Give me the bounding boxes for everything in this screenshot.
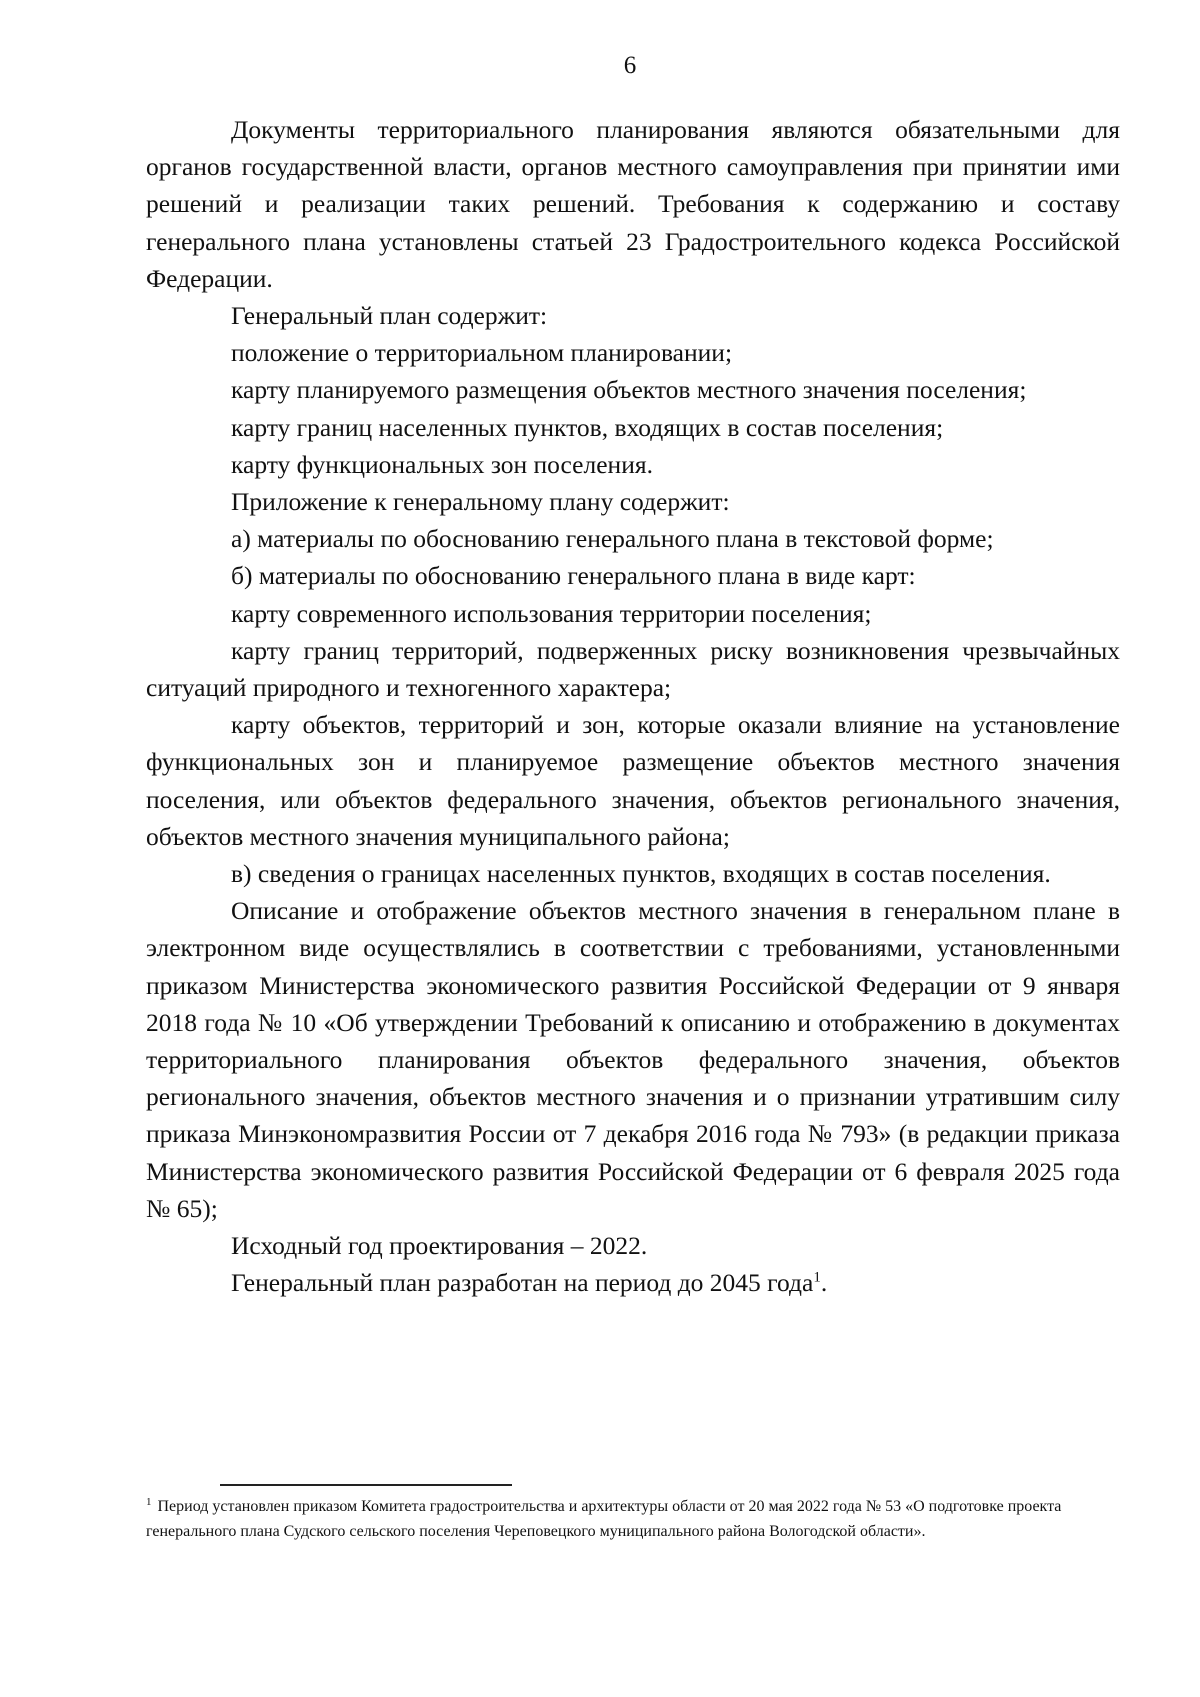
page-number: 6 bbox=[623, 52, 637, 79]
paragraph-base-year: Исходный год проектирования – 2022. bbox=[231, 1231, 648, 1261]
paragraph-electronic-description: Описание и отображение объектов местного значения в генеральном плане в электронном виде осуществлялись в соответствии с требованиями, установленными приказом Министерства экономического развития Российской Федерации от 9 января 2018 года № 10 «Об утверждении Требований к описанию и отображению в документах территориального планирования объектов федерального значения, объектов регионального значения, объектов местного значения и о признании утратившим силу приказа Минэкономразвития России от 7 декабря 2016 года № 793» (в редакции приказа Министерства экономического развития Российской Федерации от 6 февраля 2025 года № 65); bbox=[146, 896, 1120, 1223]
list-item-map-current-use: карту современного использования территории поселения; bbox=[231, 598, 872, 628]
list-item-map-influence: карту объектов, территорий и зон, которые оказали влияние на установление функциональных зон и планируемое размещение объектов местного значения поселения, или объектов федерального значения, объектов регионального значения, объектов местного значения муниципального района; bbox=[146, 710, 1120, 851]
document-body bbox=[146, 111, 1120, 1302]
list-item-map-risk: карту границ территорий, подверженных риску возникновения чрезвычайных ситуаций природного и техногенного характера; bbox=[146, 635, 1120, 703]
plan-period-text: Генеральный план разработан на период до 2045 года bbox=[231, 1268, 814, 1298]
footnote-mark: 1 bbox=[146, 1495, 152, 1508]
list-item-map-objects: карту планируемого размещения объектов местного значения поселения; bbox=[231, 375, 1027, 405]
paragraph-intro: Документы территориального планирования являются обязательными для органов государственной власти, органов местного самоуправления при принятии ими решений и реализации таких решений. Требования к содержанию и составу генерального плана установлены статьей 23 Градостроительного кодекса Российской Федерации. bbox=[146, 115, 1120, 293]
list-item-provision: положение о территориальном планировании; bbox=[231, 338, 733, 368]
list-item-map-zones: карту функциональных зон поселения. bbox=[231, 449, 653, 479]
footnote-separator bbox=[220, 1484, 512, 1486]
list-item-map-boundaries: карту границ населенных пунктов, входящих в состав поселения; bbox=[231, 412, 944, 442]
list-item-map-materials: б) материалы по обоснованию генерального плана в виде карт: bbox=[231, 561, 916, 591]
footnote bbox=[146, 1494, 1120, 1544]
paragraph-plan-contains: Генеральный план содержит: bbox=[231, 301, 548, 331]
plan-period-end: . bbox=[820, 1268, 828, 1298]
footnote-reference: 1 bbox=[813, 1269, 821, 1286]
paragraph-appendix-contains: Приложение к генеральному плану содержит: bbox=[231, 487, 730, 517]
list-item-boundary-info: в) сведения о границах населенных пунктов, входящих в состав поселения. bbox=[231, 859, 1051, 889]
list-item-text-materials: а) материалы по обоснованию генерального плана в текстовой форме; bbox=[231, 524, 994, 554]
footnote-text: Период установлен приказом Комитета градостроительства и архитектуры области от 20 мая 2022 года № 53 «О подготовке проекта генерального плана Судского сельского поселения Череповецкого муниципального района Вологодской области». bbox=[146, 1498, 1062, 1540]
paragraph-plan-period bbox=[146, 1264, 1120, 1301]
